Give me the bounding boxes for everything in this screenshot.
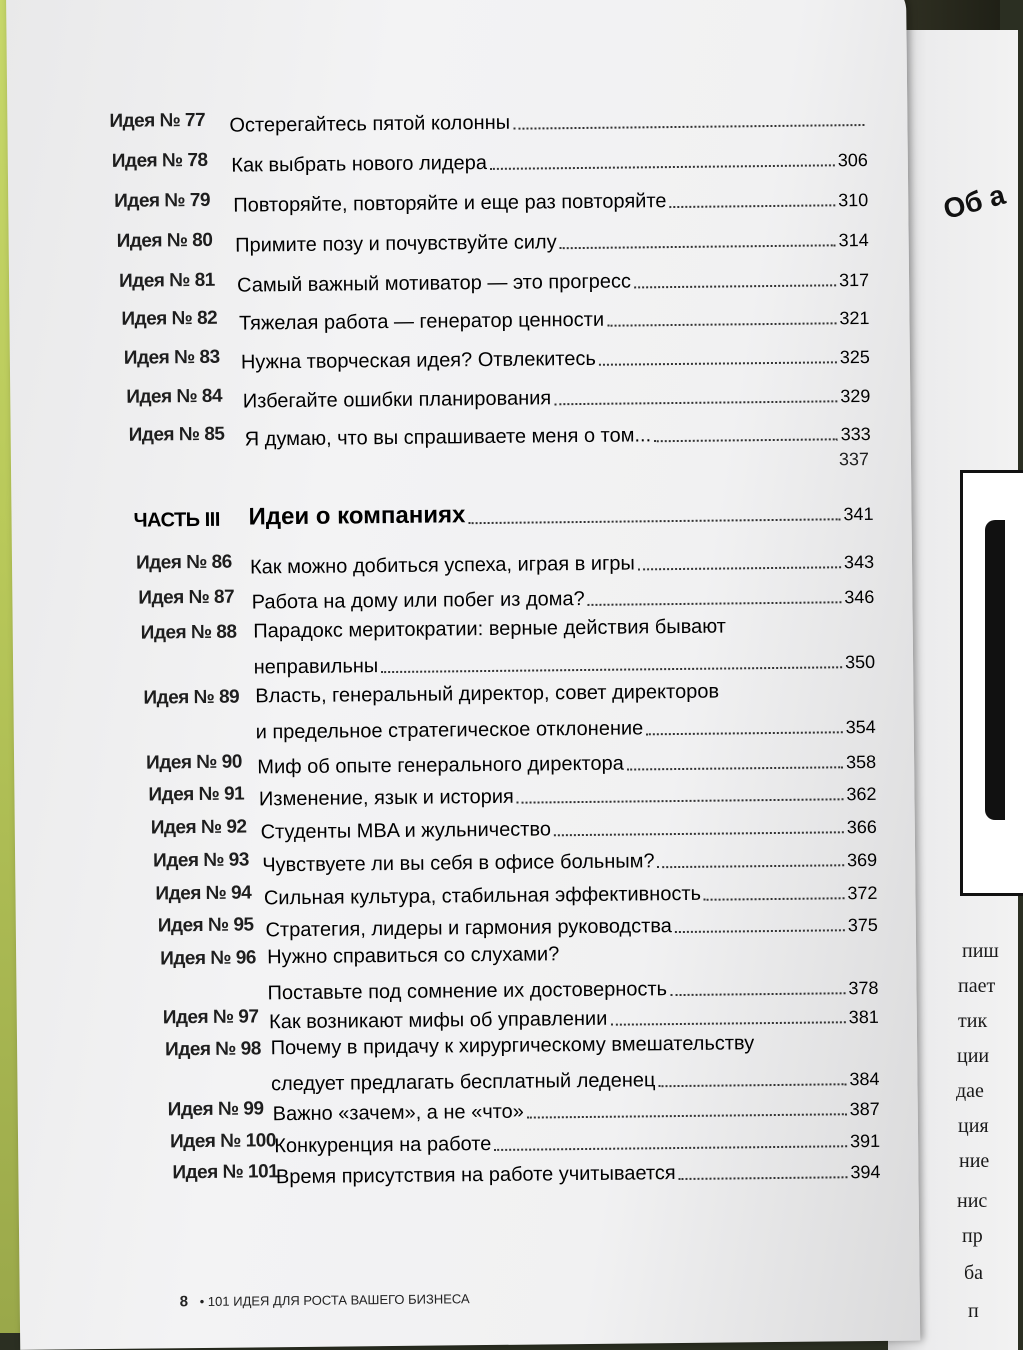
dot-leader	[638, 565, 841, 570]
dot-leader	[588, 600, 842, 606]
entry-page-number: 394	[850, 1161, 881, 1183]
entry-title-line: Парадокс меритократии: верные действия бывают	[253, 615, 727, 643]
dot-leader	[704, 896, 844, 900]
entry-title-line: Как возникают мифы об управлении	[269, 1007, 608, 1034]
entry-page-number: 314	[838, 229, 869, 251]
right-page-text-fragment: п	[968, 1300, 979, 1322]
dot-leader	[607, 321, 836, 326]
entry-page-number: 387	[849, 1098, 880, 1120]
right-page-photo-figure	[985, 520, 1005, 820]
entry-title-line: Нужно справиться со слухами?	[267, 943, 560, 969]
idea-number: Идея № 87	[138, 586, 235, 609]
right-page-heading: Об а	[940, 178, 1009, 225]
entry-page-number: 346	[844, 586, 875, 608]
toc-entry[interactable]	[252, 578, 875, 615]
idea-number: Идея № 97	[162, 1006, 259, 1029]
dot-leader	[670, 991, 845, 996]
entry-title-line: и предельное стратегическое отклонение	[255, 717, 644, 744]
right-page-text-fragment: ция	[958, 1115, 989, 1137]
toc-entry[interactable]	[241, 338, 870, 375]
entry-page-number: 350	[844, 651, 876, 673]
dot-leader	[490, 163, 835, 170]
toc-entry[interactable]	[267, 939, 879, 1005]
entry-title-line: Изменение, язык и история	[258, 785, 514, 811]
dot-leader	[468, 517, 840, 524]
dot-leader	[627, 765, 843, 770]
right-page-text-fragment: ние	[959, 1150, 990, 1172]
entry-title-line: Примите позу и почувствуйте силу	[235, 231, 557, 257]
left-page	[6, 0, 920, 1350]
entry-page-number: 372	[847, 882, 878, 904]
dot-leader	[654, 437, 838, 442]
part-label: ЧАСТЬ III	[133, 508, 220, 532]
entry-title-line: Чувствуете ли вы себя в офисе больным?	[262, 850, 655, 877]
toc-entry[interactable]	[274, 1122, 880, 1158]
entry-title-line: Миф об опыте генерального директора	[257, 752, 624, 779]
dot-leader	[513, 123, 864, 130]
toc-entry[interactable]	[272, 1090, 879, 1126]
entry-page-number: 366	[846, 816, 877, 838]
entry-page-number: 375	[847, 914, 878, 936]
toc-entry[interactable]	[262, 841, 877, 877]
toc-entry[interactable]	[235, 221, 869, 258]
right-page-text-fragment: дае	[956, 1080, 984, 1102]
toc-entry[interactable]	[253, 613, 875, 680]
footer-page-number: 8	[179, 1293, 189, 1311]
right-page-text-fragment: пиш	[962, 940, 999, 962]
toc-entry[interactable]	[237, 261, 869, 298]
entry-page-number: 317	[838, 269, 870, 291]
idea-number: Идея № 101	[172, 1161, 279, 1184]
entry-page-number: 384	[849, 1068, 880, 1090]
dot-leader	[679, 1175, 848, 1180]
idea-number: Идея № 81	[118, 269, 215, 292]
idea-number: Идея № 85	[128, 423, 225, 446]
entry-title-line: Как можно добиться успеха, играя в игры	[249, 552, 635, 579]
right-page-text-fragment: ции	[957, 1045, 990, 1067]
right-page-text-fragment: тик	[958, 1010, 988, 1032]
entry-title-line: Повторяйте, повторяйте и еще раз повторяйте	[233, 190, 667, 217]
dot-leader	[646, 730, 842, 735]
dot-leader	[610, 1020, 845, 1025]
idea-number: Идея № 95	[157, 914, 254, 937]
entry-title-line: Власть, генеральный директор, совет директоров	[255, 680, 720, 708]
entry-title-line: Остерегайтесь пятой колонны	[229, 111, 511, 137]
dot-leader	[599, 360, 837, 365]
toc-entry[interactable]	[260, 808, 876, 844]
toc-entry[interactable]	[255, 678, 876, 744]
entry-page-number: 343	[843, 551, 875, 573]
dot-leader	[669, 203, 835, 208]
entry-page-number: 362	[846, 783, 877, 805]
page-footer	[180, 1290, 470, 1310]
dot-leader	[517, 797, 844, 803]
entry-page-number: 381	[848, 1006, 879, 1028]
idea-number: Идея № 79	[114, 189, 211, 212]
toc-entry[interactable]	[250, 543, 874, 580]
toc-entry[interactable]	[271, 1030, 880, 1096]
dot-leader	[554, 830, 844, 836]
entry-title-line: Важно «зачем», а не «что»	[272, 1100, 524, 1126]
idea-number: Идея № 83	[123, 346, 220, 369]
idea-number: Идея № 96	[160, 947, 257, 970]
right-page-text-fragment: ба	[964, 1262, 984, 1284]
toc-entry[interactable]	[245, 415, 871, 452]
entry-title-line: Избегайте ошибки планирования	[242, 387, 552, 413]
entry-title-line: Конкуренция на работе	[274, 1132, 492, 1158]
footer-separator: •	[199, 1293, 208, 1310]
toc-entry[interactable]	[265, 906, 878, 942]
entry-page-number: 321	[839, 307, 870, 329]
toc-entry[interactable]	[276, 1153, 881, 1189]
table-of-contents	[6, 0, 920, 1323]
idea-number: Идея № 93	[153, 849, 249, 872]
entry-title-line: Время присутствия на работе учитывается	[275, 1162, 676, 1189]
entry-title-line: Студенты MBA и жульничество	[260, 818, 552, 844]
idea-number: Идея № 92	[150, 816, 247, 839]
footer-book-title: 101 ИДЕЯ ДЛЯ РОСТА ВАШЕГО БИЗНЕСА	[207, 1291, 470, 1309]
idea-number: Идея № 78	[111, 149, 208, 172]
toc-entry[interactable]	[231, 141, 868, 178]
entry-title-line: Работа на дому или побег из дома?	[251, 587, 585, 614]
dot-leader	[554, 399, 837, 405]
entry-page-number: 369	[846, 849, 878, 871]
dot-leader	[381, 665, 842, 673]
entry-page-number: 325	[839, 346, 870, 368]
entry-title-line: неправильны	[253, 655, 379, 679]
entry-title-line: Стратегия, лидеры и гармония руководства	[265, 915, 672, 942]
stray-page-number: 337	[838, 448, 870, 470]
idea-number: Идея № 86	[135, 551, 232, 574]
entry-title-line: Почему в придачу к хирургическому вмешательству	[270, 1032, 755, 1060]
entry-title-line: Самый важный мотиватор — это прогресс	[236, 270, 632, 297]
right-page-text-fragment: пает	[958, 975, 996, 997]
toc-entry[interactable]	[229, 101, 867, 138]
entry-page-number: 354	[845, 716, 876, 738]
dot-leader	[527, 1112, 847, 1118]
dot-leader	[675, 928, 845, 933]
idea-number: Идея № 90	[145, 751, 242, 774]
idea-number: Идея № 88	[140, 621, 237, 644]
toc-entry[interactable]	[239, 299, 870, 336]
part-heading[interactable]	[133, 491, 873, 533]
toc-entry[interactable]	[269, 998, 879, 1034]
idea-number: Идея № 82	[121, 307, 218, 330]
toc-entry[interactable]	[243, 377, 871, 414]
entry-page-number: 306	[837, 149, 868, 171]
entry-page-number: 358	[845, 751, 877, 773]
right-page-text-fragment: нис	[957, 1190, 988, 1212]
entry-title-line: следует предлагать бесплатный леденец	[270, 1069, 656, 1096]
idea-number: Идея № 84	[126, 385, 223, 408]
part-page-number: 341	[843, 503, 874, 525]
entry-page-number: 391	[849, 1130, 881, 1152]
toc-entry[interactable]	[257, 743, 876, 779]
right-page-text-fragment: пр	[962, 1225, 983, 1247]
idea-number: Идея № 91	[148, 783, 245, 806]
entry-page-number: 378	[848, 977, 879, 999]
dot-leader	[658, 1082, 846, 1087]
entry-title-line: Сильная культура, стабильная эффективность	[263, 882, 702, 910]
entry-title-line: Поставьте под сомнение их достоверность	[267, 978, 668, 1005]
toc-entry[interactable]	[233, 181, 868, 218]
entry-title-line: Тяжелая работа — генератор ценности	[238, 308, 605, 335]
entry-page-number: 310	[838, 189, 869, 211]
entry-page-number: 329	[840, 385, 871, 407]
entry-page-number: 333	[840, 423, 871, 445]
part-title: Идеи о компаниях	[248, 501, 466, 531]
dot-leader	[494, 1144, 847, 1151]
toc-entry[interactable]	[264, 874, 878, 910]
idea-number: Идея № 77	[109, 109, 206, 132]
idea-number: Идея № 89	[143, 686, 240, 709]
idea-number: Идея № 99	[167, 1098, 264, 1121]
dot-leader	[560, 243, 836, 249]
entry-title-line: Я думаю, что вы спрашиваете меня о том...	[244, 424, 652, 451]
entry-title-line: Как выбрать нового лидера	[231, 151, 488, 177]
entry-title-line: Нужна творческая идея? Отвлекитесь	[240, 347, 596, 374]
dot-leader	[634, 283, 836, 288]
idea-number: Идея № 98	[164, 1038, 261, 1061]
idea-number: Идея № 94	[155, 882, 252, 905]
idea-number: Идея № 100	[169, 1130, 276, 1153]
idea-number: Идея № 80	[116, 229, 213, 252]
toc-entry[interactable]	[259, 775, 877, 811]
dot-leader	[658, 863, 845, 868]
